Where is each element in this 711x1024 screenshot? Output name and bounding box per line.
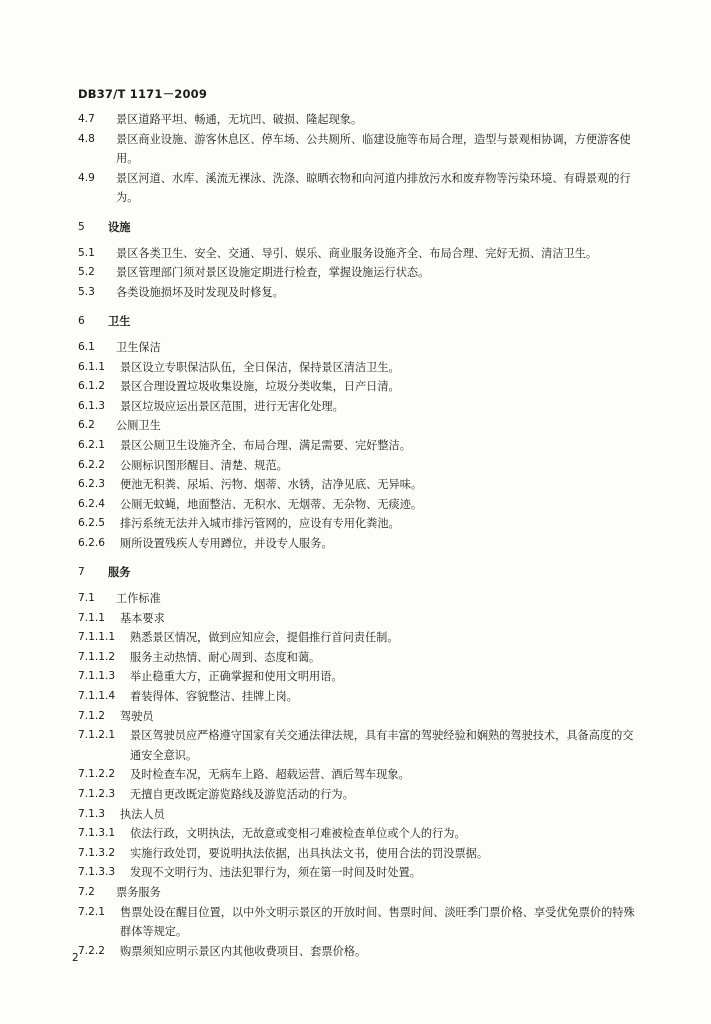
clause-text: 公厕无蚊蝇，地面整洁、无积水、无烟蒂、无杂物、无痰迹。 xyxy=(120,497,423,511)
clause-number: 6.2.1 xyxy=(78,438,105,451)
clause-7-1-1 xyxy=(78,609,644,629)
section-title: 服务 xyxy=(108,565,131,580)
clause-number: 6.2.6 xyxy=(78,536,105,549)
clause-text: 基本要求 xyxy=(120,611,165,625)
clause-7-2-2 xyxy=(78,942,644,962)
clause-text: 工作标准 xyxy=(116,592,161,606)
clause-number: 6.1.3 xyxy=(78,399,105,412)
clause-number: 7.1.1.1 xyxy=(78,631,116,644)
clause-text: 景区垃圾应运出景区范围，进行无害化处理。 xyxy=(120,399,344,413)
clause-6-2-5 xyxy=(78,514,644,534)
clause-text: 排污系统无法并入城市排污管网的，应设有专用化粪池。 xyxy=(120,517,400,531)
clause-text: 公厕标识图形醒目、清楚、规范。 xyxy=(120,458,288,472)
clause-7-2 xyxy=(78,883,644,903)
clause-number: 5.3 xyxy=(78,285,95,298)
clause-number: 7.1.1.3 xyxy=(78,670,116,683)
clause-text: 景区驾驶员应严格遵守国家有关交通法律法规，具有丰富的驾驶经验和娴熟的驾驶技术，具备高度的交通安全意识。 xyxy=(130,729,634,762)
clause-6-1-2 xyxy=(78,377,644,397)
clause-5-2 xyxy=(78,263,644,283)
section-heading-6 xyxy=(78,312,644,332)
clause-text: 购票须知应明示景区内其他收费项目、套票价格。 xyxy=(120,944,367,958)
clause-number: 7.2 xyxy=(78,885,95,898)
clause-number: 4.9 xyxy=(78,171,95,184)
clause-number: 6.2.3 xyxy=(78,478,105,491)
clause-number: 7.1.2 xyxy=(78,709,105,722)
section-heading-5 xyxy=(78,218,644,238)
clause-text: 公厕卫生 xyxy=(116,419,161,433)
clause-number: 6.2.2 xyxy=(78,458,105,471)
clause-number: 6.1.2 xyxy=(78,380,105,393)
section-number: 5 xyxy=(78,220,85,233)
clause-number: 5.1 xyxy=(78,246,95,259)
clause-text: 景区商业设施、游客休息区、停车场、公共厕所、临建设施等布局合理，造型与景观相协调，方便游客使用。 xyxy=(116,132,631,166)
clause-7-1-1-4 xyxy=(78,687,644,707)
clause-number: 7.1.1 xyxy=(78,611,105,624)
section-title: 卫生 xyxy=(108,314,131,329)
clause-number: 7.1.1.4 xyxy=(78,690,116,703)
clause-text: 景区各类卫生、安全、交通、导引、娱乐、商业服务设施齐全、布局合理、完好无损、清洁卫生。 xyxy=(116,246,598,260)
clause-number: 4.7 xyxy=(78,113,95,125)
clause-number: 7.2.2 xyxy=(78,944,105,957)
clause-number: 7.1.3.1 xyxy=(78,827,116,840)
clause-text: 无擅自更改既定游览路线及游览活动的行为。 xyxy=(130,788,354,801)
clause-number: 7.2.1 xyxy=(78,905,105,918)
document-code: DB37/T 1171－2009 xyxy=(78,87,208,101)
clause-text: 举止稳重大方，正确掌握和使用文明用语。 xyxy=(130,670,343,684)
section-number: 6 xyxy=(78,315,85,328)
section-number: 7 xyxy=(78,566,85,579)
clause-number: 6.1.1 xyxy=(78,360,105,373)
clause-7-1-3-3 xyxy=(78,863,644,883)
clause-text: 厕所设置残疾人专用蹲位，并设专人服务。 xyxy=(120,536,333,550)
clause-7-1-3 xyxy=(78,805,644,825)
clause-7-1-3-2 xyxy=(78,844,644,864)
clause-text: 售票处设在醒目位置，以中外文明示景区的开放时间、售票时间、淡旺季门票价格、享受优免票价的特殊群体等规定。 xyxy=(120,905,635,939)
clause-number: 7.1.1.2 xyxy=(78,650,116,663)
clause-number: 7.1.2.1 xyxy=(78,729,116,742)
clause-text: 熟悉景区情况，做到应知应会，提倡推行首问责任制。 xyxy=(130,631,399,645)
clause-6-1-1 xyxy=(78,358,644,378)
clause-text: 驾驶员 xyxy=(120,709,154,723)
clause-7-1-2-3 xyxy=(78,785,644,805)
clause-4-9 xyxy=(78,169,644,208)
clause-number: 6.1 xyxy=(78,340,95,353)
clause-5-3 xyxy=(78,283,644,303)
clause-number: 7.1.3.3 xyxy=(78,866,116,879)
clause-number: 5.2 xyxy=(78,266,95,279)
clause-5-1 xyxy=(78,244,644,264)
clause-6-2-2 xyxy=(78,456,644,476)
clause-6-2-3 xyxy=(78,475,644,495)
clause-7-1-3-1 xyxy=(78,824,644,844)
clause-6-2-4 xyxy=(78,495,644,515)
clause-7-1 xyxy=(78,589,644,609)
clause-6-2 xyxy=(78,416,644,436)
clause-number: 6.2 xyxy=(78,419,95,432)
clause-text: 便池无积粪、尿垢、污物、烟蒂、水锈，洁净见底、无异味。 xyxy=(120,478,423,492)
clause-4-8 xyxy=(78,130,644,169)
clause-text: 景区合理设置垃圾收集设施，垃圾分类收集，日产日清。 xyxy=(120,380,400,394)
clause-7-1-2 xyxy=(78,707,644,727)
clause-6-2-6 xyxy=(78,534,644,554)
clause-text: 执法人员 xyxy=(120,807,165,821)
clause-6-1-3 xyxy=(78,397,644,417)
document-body xyxy=(78,110,644,961)
clause-text: 服务主动热情、耐心周到、态度和蔼。 xyxy=(130,650,321,664)
clause-text: 发现不文明行为、违法犯罪行为，须在第一时间及时处置。 xyxy=(130,866,421,880)
clause-number: 4.8 xyxy=(78,132,95,145)
clause-text: 各类设施损坏及时发现及时修复。 xyxy=(116,285,284,299)
clause-text: 及时检查车况，无病车上路、超载运营、酒后驾车现象。 xyxy=(130,768,410,782)
clause-7-1-1-1 xyxy=(78,628,644,648)
clause-number: 6.2.4 xyxy=(78,497,105,510)
page-number: 2 xyxy=(72,952,79,964)
clause-7-1-2-1 xyxy=(78,726,644,765)
clause-text: 景区管理部门须对景区设施定期进行检查，掌握设施运行状态。 xyxy=(116,266,430,280)
clause-7-1-2-2 xyxy=(78,765,644,785)
clause-number: 7.1 xyxy=(78,592,95,605)
section-title: 设施 xyxy=(108,219,131,234)
clause-text: 票务服务 xyxy=(116,885,161,899)
clause-7-2-1 xyxy=(78,903,644,942)
clause-number: 7.1.2.3 xyxy=(78,788,116,800)
clause-7-1-1-3 xyxy=(78,667,644,687)
clause-text: 实施行政处罚，要说明执法依据，出具执法文书，使用合法的罚没票据。 xyxy=(130,846,489,860)
clause-number: 7.1.2.2 xyxy=(78,768,116,781)
clause-text: 依法行政，文明执法，无故意或变相刁难被检查单位或个人的行为。 xyxy=(130,827,466,841)
clause-text: 卫生保洁 xyxy=(116,340,161,354)
clause-text: 景区河道、水库、溪流无裸泳、洗涤、晾晒衣物和向河道内排放污水和废弃物等污染环境、有碍景观的行为。 xyxy=(116,171,631,205)
section-heading-7 xyxy=(78,563,644,583)
clause-4-7 xyxy=(78,110,644,130)
clause-number: 7.1.3 xyxy=(78,807,105,820)
clause-6-2-1 xyxy=(78,436,644,456)
clause-text: 景区公厕卫生设施齐全、布局合理、满足需要、完好整洁。 xyxy=(120,438,411,452)
clause-text: 着装得体、容貌整洁、挂牌上岗。 xyxy=(130,690,298,704)
clause-number: 7.1.3.2 xyxy=(78,846,116,859)
clause-number: 6.2.5 xyxy=(78,517,105,530)
clause-6-1 xyxy=(78,338,644,358)
clause-text: 景区设立专职保洁队伍，全日保洁，保持景区清洁卫生。 xyxy=(120,360,400,374)
clause-text: 景区道路平坦、畅通，无坑凹、破损、隆起现象。 xyxy=(116,113,363,126)
clause-7-1-1-2 xyxy=(78,648,644,668)
